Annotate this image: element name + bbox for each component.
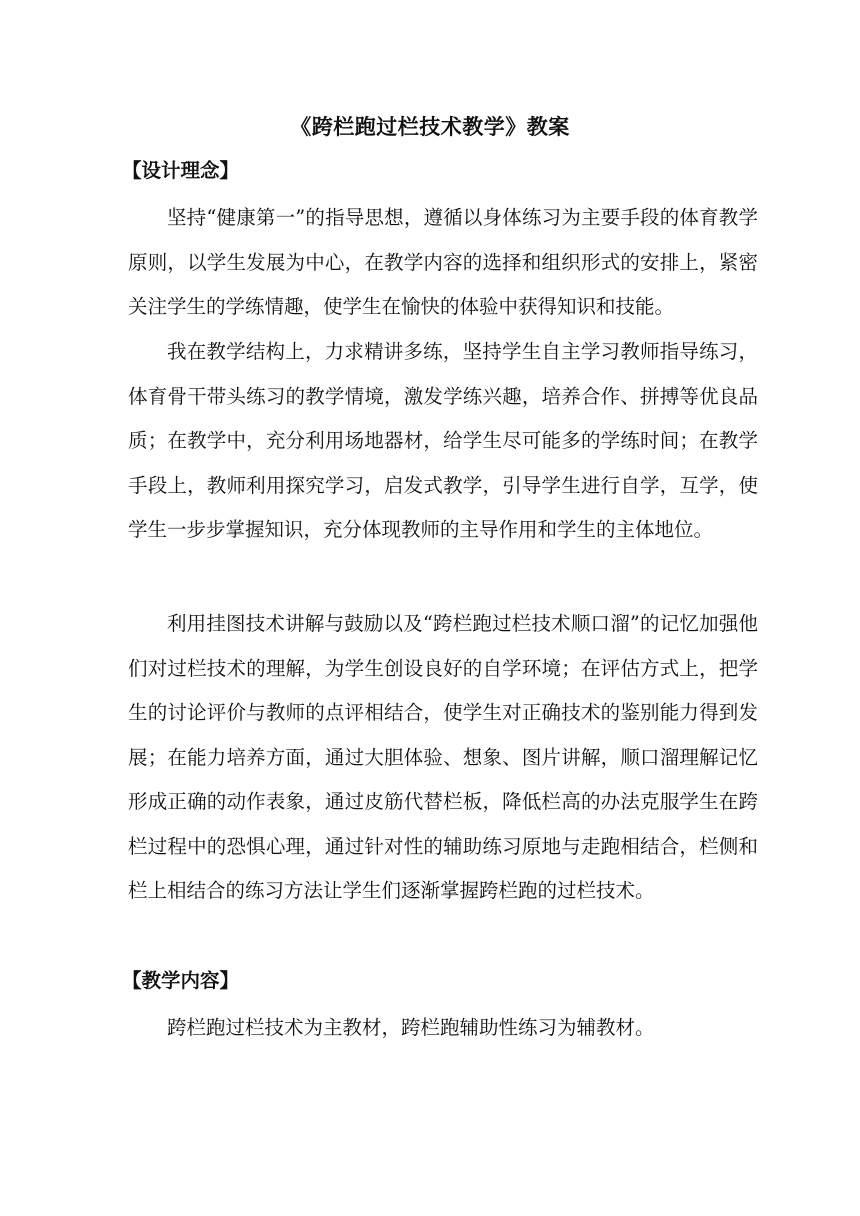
document-title: 《跨栏跑过栏技术教学》教案 xyxy=(290,114,570,139)
paragraph: 坚持“健康第一”的指导思想，遵循以身体练习为主要手段的体育教学原则，以学生发展为中心，在教学内容的选择和组织形式的安排上，紧密关注学生的学练情趣，使学生在愉快的体验中获得知识和技能。 xyxy=(128,206,758,318)
paragraph: 跨栏跑过栏技术为主教材，跨栏跑辅助性练习为辅教材。 xyxy=(167,1016,655,1039)
paragraph: 我在教学结构上，力求精讲多练，坚持学生自主学习教师指导练习，体育骨干带头练习的教学情境，激发学练兴趣，培养合作、拼搏等优良品质；在教学中，充分利用场地器材，给学生尽可能多的学练时间；在教学手段上，教师利用探究学习，启发式教学，引导学生进行自学，互学，使学生一步步掌握知识，充分体现教师的主导作用和学生的主体地位。 xyxy=(128,340,758,541)
paragraph: 利用挂图技术讲解与鼓励以及“跨栏跑过栏技术顺口溜”的记忆加强他们对过栏技术的理解，为学生创设良好的自学环境；在评估方式上，把学生的讨论评价与教师的点评相结合，使学生对正确技术的鉴别能力得到发展；在能力培养方面，通过大胆体验、想象、图片讲解，顺口溜理解记忆形成正确的动作表象，通过皮筋代替栏板，降低栏高的办法克服学生在跨栏过程中的恐惧心理，通过针对性的辅助练习原地与走跑相结合，栏侧和栏上相结合的练习方法让学生们逐渐掌握跨栏跑的过栏技术。 xyxy=(128,612,758,902)
section-heading-teaching-content: 【教学内容】 xyxy=(122,969,240,992)
section-heading-design-concept: 【设计理念】 xyxy=(122,159,240,182)
